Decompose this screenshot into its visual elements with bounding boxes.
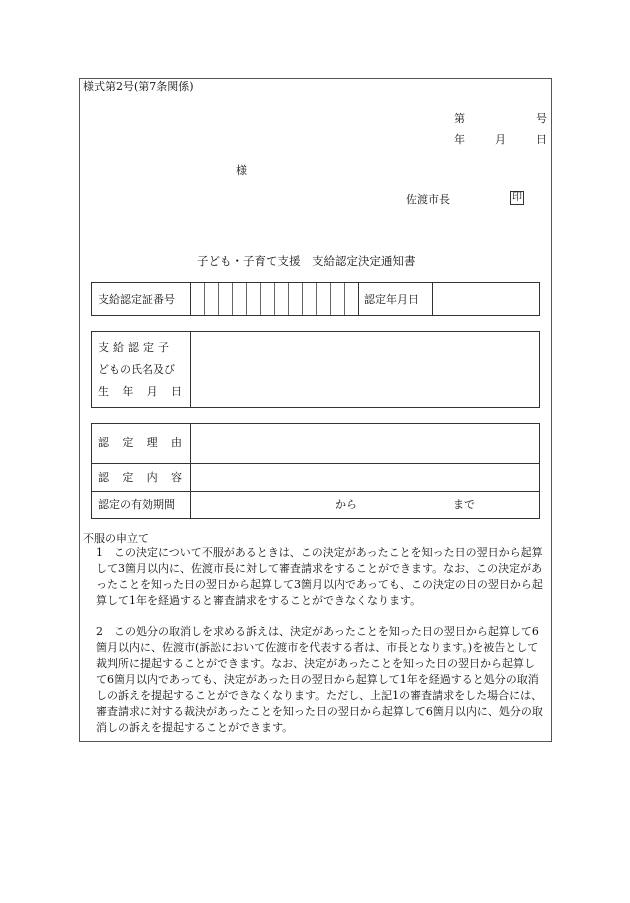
digit-box-divider bbox=[218, 283, 219, 315]
date-year: 年 bbox=[454, 133, 465, 146]
cert-number-table bbox=[91, 282, 540, 316]
digit-box-divider bbox=[344, 283, 345, 315]
appeal-item-2: 2 この処分の取消しを求める訴えは、決定があったことを知った日の翌日から起算して6箇月以内に、佐渡市(訴訟において佐渡市を代表する者は、市長となります。)を被告として裁判所に提起することができます。なお、決定があったことを知った日の翌日から起算して6箇月以内であっても、決定があった日の翌日から起算して1年を経過すると処分の取消しの訴えを提起することができなくなります。ただし、上記1の審査請求をした場合には、審査請求に対する裁決があったことを知った日の翌日から起算して6箇月以内に、処分の取消しの訴えを提起することができます。 bbox=[96, 625, 543, 734]
digit-box-divider bbox=[246, 283, 247, 315]
number-prefix: 第 bbox=[454, 112, 465, 125]
child-label-line2: どもの氏名及び bbox=[98, 363, 175, 376]
table-divider bbox=[358, 283, 359, 315]
seal-stamp: 印 bbox=[512, 192, 522, 203]
child-info-table bbox=[91, 331, 540, 408]
digit-box-divider bbox=[204, 283, 205, 315]
form-number: 様式第2号(第7条関係) bbox=[83, 80, 194, 93]
digit-box-divider bbox=[232, 283, 233, 315]
reason-label: 認 定 理 由 bbox=[98, 436, 182, 449]
date-day: 日 bbox=[536, 133, 547, 146]
date-month: 月 bbox=[495, 133, 506, 146]
cert-date-label: 認定年月日 bbox=[364, 293, 419, 306]
table-divider bbox=[190, 283, 191, 315]
validity-label: 認定の有効期間 bbox=[98, 498, 175, 511]
validity-until: まで bbox=[453, 498, 475, 511]
issuer-name: 佐渡市長 bbox=[406, 193, 450, 206]
document-title: 子ども・子育て支援 支給認定決定通知書 bbox=[197, 254, 416, 268]
content-label: 認 定 内 容 bbox=[98, 471, 182, 484]
certification-table bbox=[91, 423, 540, 519]
table-divider bbox=[432, 283, 433, 315]
digit-box-divider bbox=[316, 283, 317, 315]
addressee-suffix: 様 bbox=[236, 164, 247, 177]
appeal-heading: 不服の申立て bbox=[83, 532, 149, 545]
child-label-line3: 生 年 月 日 bbox=[98, 385, 182, 398]
validity-from: から bbox=[335, 498, 357, 511]
appeal-item-1: 1 この決定について不服があるときは、この決定があったことを知った日の翌日から起算して3箇月以内に、佐渡市長に対して審査請求をすることができます。なお、この決定があったことを知った日の翌日から起算して3箇月以内であっても、この決定の日の翌日から起算して1年を経過すると審査請求をすることができなくなります。 bbox=[96, 546, 543, 607]
cert-number-label: 支給認定証番号 bbox=[98, 293, 175, 306]
digit-box-divider bbox=[288, 283, 289, 315]
digit-box-divider bbox=[274, 283, 275, 315]
row-divider bbox=[92, 491, 539, 492]
digit-box-divider bbox=[302, 283, 303, 315]
table-divider bbox=[190, 424, 191, 518]
number-suffix: 号 bbox=[536, 112, 547, 125]
child-label-line1: 支給認定子 bbox=[98, 341, 173, 354]
digit-box-divider bbox=[330, 283, 331, 315]
row-divider bbox=[92, 463, 539, 464]
digit-box-divider bbox=[260, 283, 261, 315]
table-divider bbox=[190, 332, 191, 407]
